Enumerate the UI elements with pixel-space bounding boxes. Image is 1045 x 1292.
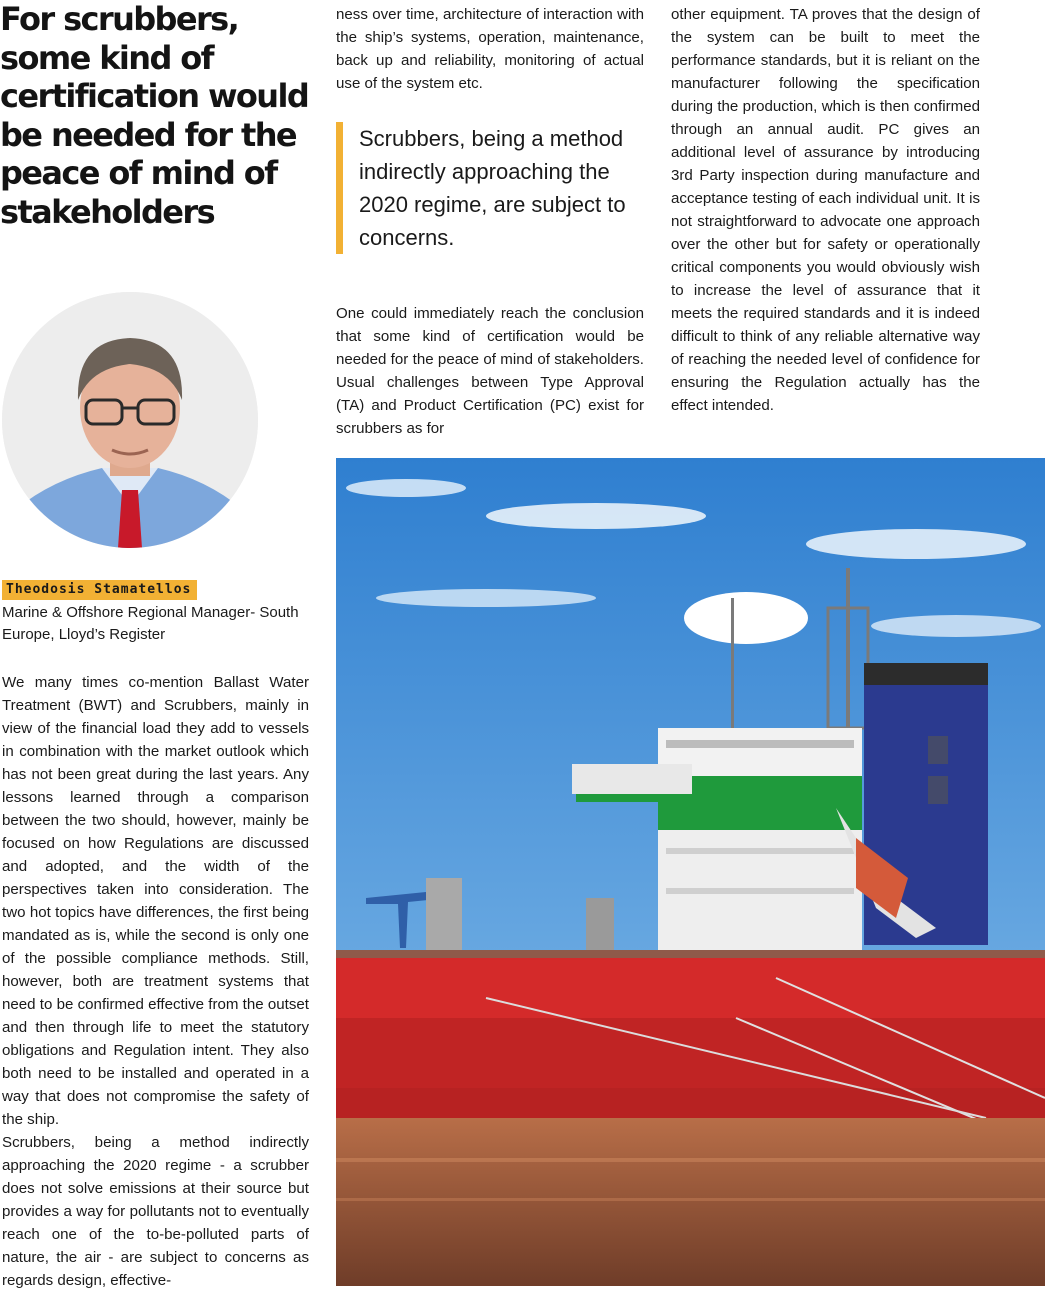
pull-quote: Scrubbers, being a method indirectly approaching the 2020 regime, are subject to concerns. — [336, 122, 645, 254]
author-portrait — [2, 292, 258, 548]
body-paragraph: other equipment. TA proves that the design of the system can be built to meet the performance standards, but it is reliant on the manufacturer following the specification during the production, which is then confirmed through an annual audit. PC gives an additional level of assurance by introducing 3rd Party inspection during manufacture and acceptance testing of each individual unit. It is not straightforward to advocate one approach over the other but for safety or operationally critical components you would obviously wish to increase the level of assurance that it meets the required standards and it is indeed difficult to think of any reliable alternative way of reaching the needed level of confidence for ensuring the Regulation actually has the effect intended. — [671, 6, 980, 414]
body-paragraph: We many times co-mention Ballast Water Treatment (BWT) and Scrubbers, mainly in view of the financial load they add to vessels in combination with the market outlook which has not been great during the last years. Any lessons learned through a comparison between the two should, however, mainly be focused on how Regulations are discussed and adopted, and the width of the perspectives taken into consideration. The two hot topics have differences, the first being mandated as is, while the second is only one of the possible compliance methods. Still, however, both are treatment systems that need to be confirmed effective from the outset and then through life to meet the statutory obligations and Regulation intent. They also both need to be installed and operated in a way that does not compromise the safety of the ship. — [2, 674, 309, 1128]
author-role: Marine & Offshore Regional Manager- South Europe, Lloyd’s Register — [2, 604, 299, 643]
body-column-2-bottom — [336, 302, 644, 440]
body-paragraph: One could immediately reach the conclusion that some kind of certification would be needed for the peace of mind of stakeholders. Usual challenges between Type Approval (TA) and Product Certification (PC) exist for scrubbers as for — [336, 305, 644, 437]
body-paragraph: ness over time, architecture of interaction with the ship’s systems, operation, maintenance, back up and reliability, monitoring of actual use of the system etc. — [336, 6, 644, 92]
author-portrait-image — [2, 292, 258, 548]
body-column-2-top — [336, 3, 644, 95]
author-name: Theodosis Stamatellos — [2, 580, 197, 600]
body-column-1 — [2, 671, 309, 1292]
headline: For scrubbers, some kind of certification would be needed for the peace of mind of stakeholders — [0, 0, 309, 231]
ship-photo — [336, 458, 1045, 1286]
body-paragraph: Scrubbers, being a method indirectly approaching the 2020 regime - a scrubber does not solve emissions at their source but provides a way for pollutants not to eventually reach one of the to-be-polluted parts of nature, the air - are subject to concerns as regards design, effective- — [2, 1134, 309, 1289]
body-column-3 — [671, 3, 980, 417]
ship-photo-image — [336, 458, 1045, 1286]
